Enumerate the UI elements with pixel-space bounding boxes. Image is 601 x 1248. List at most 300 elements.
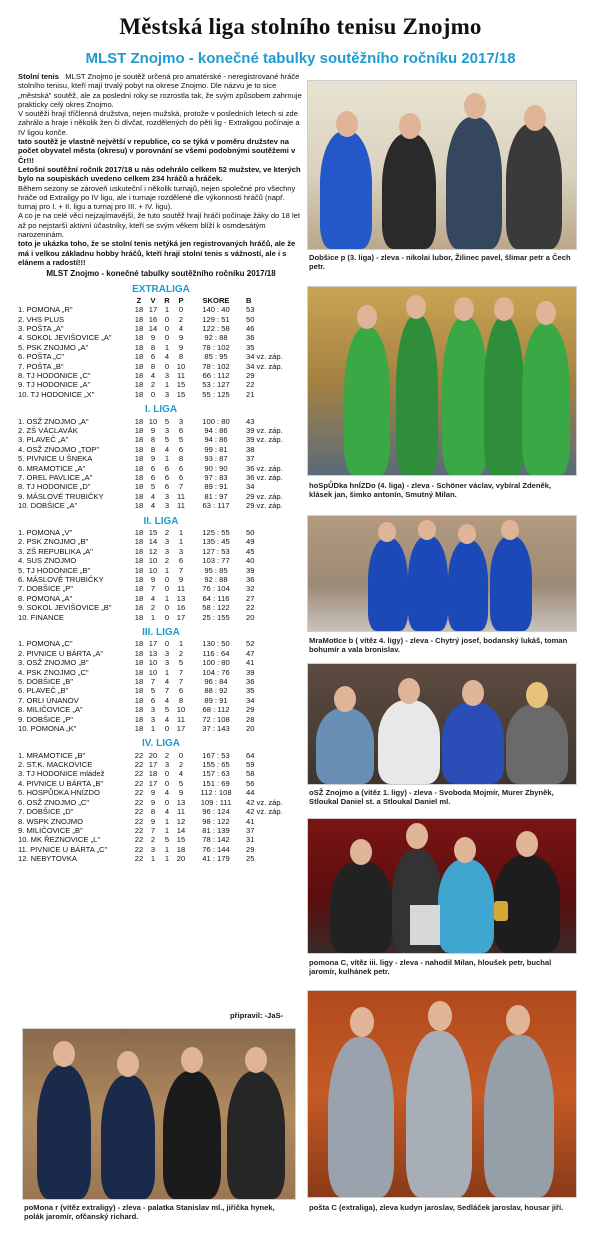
draws-cell: 4 bbox=[164, 714, 170, 724]
points-cell: 20 bbox=[246, 612, 255, 622]
losses-cell: 7 bbox=[178, 676, 184, 686]
league-name: I. LIGA bbox=[144, 404, 178, 416]
table-row bbox=[18, 613, 294, 622]
draws-cell: 0 bbox=[164, 324, 170, 334]
caption-hospudka-hnizdo: hoSpŮDka hnÍZDo (4. liga) - zleva - Schöner václav, vybíral Zdeněk, klásek jan, šimko antonín, Smutný Milan. bbox=[309, 481, 552, 500]
matches-cell: 18 bbox=[134, 380, 144, 390]
matches-cell: 18 bbox=[134, 342, 144, 352]
score-cell: 41 : 179 bbox=[202, 854, 230, 864]
league-table bbox=[18, 285, 304, 400]
losses-cell: 1 bbox=[178, 537, 184, 547]
table-row bbox=[18, 537, 294, 546]
photo-posta-c bbox=[307, 990, 577, 1198]
points-cell: 41 bbox=[246, 658, 255, 668]
losses-cell: 5 bbox=[178, 658, 184, 668]
points-cell: 22 bbox=[246, 603, 255, 613]
draws-cell: 0 bbox=[164, 778, 170, 788]
losses-cell: 11 bbox=[177, 714, 185, 724]
score-cell: 151 : 69 bbox=[202, 778, 230, 788]
wins-cell: 3 bbox=[150, 844, 156, 854]
points-cell: 45 bbox=[246, 546, 255, 556]
draws-cell: 0 bbox=[164, 612, 170, 622]
score-cell: 92 : 88 bbox=[204, 333, 228, 343]
draws-cell: 3 bbox=[164, 760, 170, 770]
team-name-cell: 1. POMONA „C" bbox=[18, 639, 73, 649]
draws-cell: 6 bbox=[164, 463, 170, 473]
team-name-cell: 2. ZŠ VÁCLAVÁK bbox=[18, 426, 78, 435]
wins-cell: 20 bbox=[148, 750, 158, 760]
team-name-cell: 8. MILIČOVICE „A" bbox=[18, 705, 83, 715]
score-cell: 94 : 86 bbox=[204, 426, 228, 435]
matches-cell: 18 bbox=[134, 705, 144, 715]
score-cell: 93 : 87 bbox=[204, 454, 228, 464]
column-header: Z bbox=[136, 295, 142, 305]
points-cell: 36 vz. záp. bbox=[246, 473, 283, 483]
score-cell: 76 : 104 bbox=[202, 584, 230, 594]
table-row bbox=[18, 454, 294, 463]
losses-cell: 9 bbox=[178, 342, 184, 352]
draws-cell: 1 bbox=[164, 305, 170, 315]
points-cell: 58 bbox=[246, 769, 255, 779]
points-cell: 41 bbox=[246, 816, 255, 826]
score-cell: 72 : 108 bbox=[202, 714, 230, 724]
photo-dobsice-p bbox=[307, 80, 577, 250]
standings-table bbox=[18, 751, 294, 864]
losses-cell: 6 bbox=[178, 426, 184, 435]
intro-paragraph-5: Během sezony se zároveň uskuteční i několik turnajů, nejen společné pro všechny hráče od Extraligy po IV ligu, ale i turnaje rozdělené dle výkonnosti hráčů (např. turnaj pro I. + II. ligu a turnaj pro III. + IV. ligu). bbox=[18, 183, 296, 212]
draws-cell: 3 bbox=[164, 648, 170, 658]
team-name-cell: 3. ZŠ REPUBLIKA „A" bbox=[18, 546, 93, 556]
team-name-cell: 1. MRAMOTICE „B" bbox=[18, 750, 86, 760]
draws-cell: 4 bbox=[164, 695, 170, 705]
wins-cell: 6 bbox=[150, 473, 156, 483]
score-cell: 90 : 90 bbox=[204, 463, 228, 473]
team-name-cell: 10. POMONA „K" bbox=[18, 723, 77, 733]
table-row bbox=[18, 788, 294, 797]
table-row bbox=[18, 501, 294, 510]
matches-cell: 18 bbox=[134, 435, 144, 445]
draws-cell: 0 bbox=[164, 797, 170, 807]
losses-cell: 9 bbox=[178, 333, 184, 343]
team-name-cell: 7. ORLI ÚNANOV bbox=[18, 695, 79, 705]
matches-cell: 18 bbox=[134, 574, 144, 584]
draws-cell: 1 bbox=[164, 854, 170, 864]
team-name-cell: 3. POŠTA „A" bbox=[18, 324, 64, 334]
table-row bbox=[18, 528, 294, 537]
team-name-cell: 10. FINANCE bbox=[18, 612, 64, 622]
wins-cell: 6 bbox=[150, 463, 156, 473]
score-cell: 89 : 91 bbox=[204, 482, 228, 492]
team-name-cell: 7. DOBŠICE „P" bbox=[18, 584, 74, 594]
draws-cell: 0 bbox=[164, 603, 170, 613]
score-cell: 167 : 53 bbox=[202, 750, 230, 760]
team-name-cell: 9. SOKOL JEVIŠOVICE „B" bbox=[18, 603, 112, 613]
score-cell: 92 : 88 bbox=[204, 574, 228, 584]
table-row bbox=[18, 668, 294, 677]
matches-cell: 18 bbox=[134, 714, 144, 724]
caption-dobsice-p: Dobšice p (3. liga) - zleva - nikolai lubor, Žilinec pavel, šlimar petr a Čech petr. bbox=[309, 253, 571, 272]
table-row bbox=[18, 492, 294, 501]
wins-cell: 8 bbox=[150, 444, 156, 454]
score-cell: 98 : 122 bbox=[202, 816, 230, 826]
team-name-cell: 2. PIVNICE U BÁRTA „A" bbox=[18, 648, 104, 658]
table-header-row bbox=[18, 296, 294, 305]
wins-cell: 8 bbox=[150, 361, 156, 371]
draws-cell: 0 bbox=[164, 639, 170, 649]
score-cell: 78 : 102 bbox=[202, 342, 230, 352]
score-cell: 96 : 84 bbox=[204, 676, 228, 686]
table-row bbox=[18, 835, 294, 844]
league-name: EXTRALIGA bbox=[132, 283, 190, 295]
points-cell: 29 vz. záp. bbox=[246, 491, 283, 501]
points-cell: 34 vz. záp. bbox=[246, 352, 283, 362]
table-row bbox=[18, 371, 294, 380]
matches-cell: 18 bbox=[134, 676, 144, 686]
table-row bbox=[18, 715, 294, 724]
losses-cell: 3 bbox=[178, 416, 184, 426]
draws-cell: 1 bbox=[164, 380, 170, 390]
table-row bbox=[18, 658, 294, 667]
wins-cell: 7 bbox=[150, 584, 156, 594]
losses-cell: 13 bbox=[176, 797, 186, 807]
table-row bbox=[18, 769, 294, 778]
league-table bbox=[18, 739, 304, 863]
table-row bbox=[18, 649, 294, 658]
draws-cell: 2 bbox=[164, 556, 170, 566]
losses-cell: 11 bbox=[177, 501, 185, 511]
matches-cell: 18 bbox=[134, 527, 144, 537]
points-cell: 34 bbox=[246, 695, 255, 705]
losses-cell: 16 bbox=[176, 603, 186, 613]
points-cell: 42 vz. záp. bbox=[246, 797, 283, 807]
wins-cell: 5 bbox=[150, 482, 156, 492]
points-cell: 35 bbox=[246, 686, 255, 696]
draws-cell: 5 bbox=[164, 705, 170, 715]
points-cell: 36 bbox=[246, 574, 255, 584]
table-row bbox=[18, 305, 294, 314]
team-name-cell: 3. OSŽ ZNOJMO „B" bbox=[18, 658, 89, 668]
losses-cell: 5 bbox=[178, 778, 184, 788]
score-cell: 63 : 117 bbox=[202, 501, 230, 511]
wins-cell: 16 bbox=[148, 314, 158, 324]
points-cell: 36 bbox=[246, 676, 255, 686]
points-cell: 43 bbox=[246, 416, 255, 426]
matches-cell: 18 bbox=[134, 686, 144, 696]
losses-cell: 11 bbox=[177, 807, 185, 817]
score-cell: 125 : 55 bbox=[202, 527, 230, 537]
table-row bbox=[18, 696, 294, 705]
draws-cell: 6 bbox=[164, 482, 170, 492]
points-cell: 44 bbox=[246, 788, 255, 798]
intro-paragraph-6: A co je na celé věci nejzajímavější, že tuto soutěž hrají hráči počínaje žáky do 18 let až po nejstarší aktivní účastníky, kteří se svým věkem blíží k osmdesátým narozeninám. bbox=[18, 211, 300, 240]
wins-cell: 9 bbox=[150, 788, 156, 798]
losses-cell: 13 bbox=[176, 593, 186, 603]
score-cell: 88 : 92 bbox=[204, 686, 228, 696]
wins-cell: 13 bbox=[148, 648, 158, 658]
standings-table bbox=[18, 528, 294, 622]
matches-cell: 18 bbox=[134, 314, 144, 324]
wins-cell: 8 bbox=[150, 435, 156, 445]
score-cell: 58 : 122 bbox=[202, 603, 230, 613]
points-cell: 34 vz. záp. bbox=[246, 361, 283, 371]
points-cell: 35 bbox=[246, 342, 255, 352]
team-name-cell: 9. MÁSLOVÉ TRUBIČKY bbox=[18, 491, 104, 501]
table-row bbox=[18, 575, 294, 584]
score-cell: 122 : 58 bbox=[202, 324, 230, 334]
losses-cell: 5 bbox=[178, 435, 184, 445]
team-name-cell: 2. PSK ZNOJMO „B" bbox=[18, 537, 89, 547]
score-cell: 104 : 76 bbox=[202, 667, 230, 677]
matches-cell: 22 bbox=[134, 807, 144, 817]
table-row bbox=[18, 817, 294, 826]
score-cell: 96 : 124 bbox=[202, 807, 230, 817]
points-cell: 52 bbox=[246, 639, 255, 649]
matches-cell: 18 bbox=[134, 473, 144, 483]
column-header: V bbox=[150, 295, 156, 305]
draws-cell: 6 bbox=[164, 473, 170, 483]
table-row bbox=[18, 566, 294, 575]
matches-cell: 18 bbox=[134, 546, 144, 556]
wins-cell: 15 bbox=[148, 527, 158, 537]
matches-cell: 18 bbox=[134, 389, 144, 399]
team-name-cell: 5. PSK ZNOJMO „A" bbox=[18, 342, 89, 352]
matches-cell: 18 bbox=[134, 361, 144, 371]
points-cell: 50 bbox=[246, 527, 255, 537]
losses-cell: 2 bbox=[178, 648, 184, 658]
points-cell: 47 bbox=[246, 648, 255, 658]
score-cell: 116 : 64 bbox=[202, 648, 230, 658]
score-cell: 89 : 91 bbox=[204, 695, 228, 705]
matches-cell: 22 bbox=[134, 760, 144, 770]
matches-cell: 18 bbox=[134, 603, 144, 613]
matches-cell: 18 bbox=[134, 723, 144, 733]
league-table bbox=[18, 517, 304, 622]
team-name-cell: 5. HOSPŮDKA HNÍZDO bbox=[18, 788, 100, 798]
losses-cell: 6 bbox=[178, 473, 184, 483]
score-cell: 97 : 83 bbox=[204, 473, 228, 483]
draws-cell: 4 bbox=[164, 444, 170, 454]
table-row bbox=[18, 362, 294, 371]
score-cell: 53 : 127 bbox=[202, 380, 230, 390]
losses-cell: 6 bbox=[178, 444, 184, 454]
draws-cell: 0 bbox=[164, 333, 170, 343]
league-table bbox=[18, 628, 304, 733]
losses-cell: 3 bbox=[178, 546, 184, 556]
matches-cell: 18 bbox=[134, 352, 144, 362]
article-column bbox=[18, 72, 304, 864]
wins-cell: 8 bbox=[150, 807, 156, 817]
tables-heading: MLST Znojmo - konečné tabulky soutěžního ročníku 2017/18 bbox=[46, 269, 276, 279]
draws-cell: 3 bbox=[164, 501, 170, 511]
table-row bbox=[18, 639, 294, 648]
draws-cell: 1 bbox=[164, 667, 170, 677]
wins-cell: 14 bbox=[148, 324, 158, 334]
points-cell: 20 bbox=[246, 723, 255, 733]
team-name-cell: 9. MILIČOVICE „B" bbox=[18, 825, 83, 835]
losses-cell: 17 bbox=[176, 612, 186, 622]
table-row bbox=[18, 473, 294, 482]
wins-cell: 9 bbox=[150, 574, 156, 584]
table-row bbox=[18, 677, 294, 686]
team-name-cell: 6. OSŽ ZNOJMO „C" bbox=[18, 797, 90, 807]
photo-pomona-r bbox=[22, 1028, 296, 1200]
points-cell: 29 bbox=[246, 844, 255, 854]
wins-cell: 10 bbox=[148, 416, 158, 426]
matches-cell: 18 bbox=[134, 648, 144, 658]
standings-table bbox=[18, 417, 294, 511]
draws-cell: 5 bbox=[164, 435, 170, 445]
matches-cell: 18 bbox=[134, 501, 144, 511]
losses-cell: 1 bbox=[178, 639, 184, 649]
score-cell: 130 : 50 bbox=[202, 639, 230, 649]
points-cell: 27 bbox=[246, 593, 255, 603]
score-cell: 127 : 53 bbox=[202, 546, 230, 556]
draws-cell: 1 bbox=[164, 565, 170, 575]
team-name-cell: 6. MRAMOTICE „A" bbox=[18, 463, 86, 473]
draws-cell: 5 bbox=[164, 835, 170, 845]
matches-cell: 18 bbox=[134, 556, 144, 566]
wins-cell: 6 bbox=[150, 352, 156, 362]
draws-cell: 7 bbox=[164, 686, 170, 696]
caption-mramotice-b: MraMotIce b ( vítěz 4. ligy) - zleva - Chytrý josef, bodanský lukáš, toman bohumír a vala bronislav. bbox=[309, 636, 568, 655]
losses-cell: 8 bbox=[178, 695, 184, 705]
score-cell: 109 : 111 bbox=[200, 797, 232, 807]
draws-cell: 0 bbox=[164, 361, 170, 371]
table-row bbox=[18, 826, 294, 835]
table-row bbox=[18, 686, 294, 695]
team-name-cell: 1. POMONA „V" bbox=[18, 527, 73, 537]
wins-cell: 10 bbox=[148, 565, 158, 575]
table-row bbox=[18, 594, 294, 603]
table-row bbox=[18, 854, 294, 863]
matches-cell: 18 bbox=[134, 444, 144, 454]
wins-cell: 1 bbox=[150, 854, 156, 864]
wins-cell: 9 bbox=[150, 333, 156, 343]
matches-cell: 18 bbox=[134, 371, 144, 381]
wins-cell: 2 bbox=[150, 603, 156, 613]
points-cell: 38 bbox=[246, 444, 255, 454]
draws-cell: 0 bbox=[164, 314, 170, 324]
score-cell: 100 : 80 bbox=[202, 658, 230, 668]
losses-cell: 4 bbox=[178, 324, 184, 334]
matches-cell: 22 bbox=[134, 835, 144, 845]
table-row bbox=[18, 724, 294, 733]
wins-cell: 10 bbox=[148, 667, 158, 677]
draws-cell: 3 bbox=[164, 546, 170, 556]
table-row bbox=[18, 315, 294, 324]
score-cell: 76 : 144 bbox=[202, 844, 230, 854]
table-row bbox=[18, 798, 294, 807]
team-name-cell: 10. MK ŘEZNOVICE „L" bbox=[18, 835, 101, 845]
score-cell: 81 : 97 bbox=[204, 491, 228, 501]
score-cell: 64 : 116 bbox=[202, 593, 230, 603]
matches-cell: 18 bbox=[134, 639, 144, 649]
draws-cell: 3 bbox=[164, 658, 170, 668]
matches-cell: 18 bbox=[134, 426, 144, 435]
draws-cell: 3 bbox=[164, 491, 170, 501]
losses-cell: 7 bbox=[178, 667, 184, 677]
intro-lead: Stolní tenis bbox=[18, 72, 59, 81]
score-cell: 100 : 80 bbox=[202, 416, 230, 426]
score-cell: 129 : 51 bbox=[202, 314, 230, 324]
team-name-cell: 5. PIVNICE U ŠNEKA bbox=[18, 454, 93, 464]
points-cell: 22 bbox=[246, 380, 255, 390]
losses-cell: 2 bbox=[178, 760, 184, 770]
wins-cell: 9 bbox=[150, 426, 156, 435]
intro-paragraph-7: toto je ukázka toho, že se stolní tenis netýká jen registrovaných hráčů, ale že má i velkou základnu hobby hráčů, kteří hrají stolní tenis s vážností, ale i s elánem a radostí!!! bbox=[18, 239, 296, 267]
matches-cell: 18 bbox=[134, 537, 144, 547]
losses-cell: 0 bbox=[178, 750, 184, 760]
score-cell: 55 : 125 bbox=[202, 389, 230, 399]
wins-cell: 17 bbox=[148, 639, 158, 649]
wins-cell: 2 bbox=[150, 380, 156, 390]
draws-cell: 1 bbox=[164, 454, 170, 464]
points-cell: 46 bbox=[246, 324, 255, 334]
score-cell: 25 : 155 bbox=[202, 612, 230, 622]
team-name-cell: 4. PIVNICE U BÁRTA „B" bbox=[18, 778, 104, 788]
wins-cell: 10 bbox=[148, 556, 158, 566]
team-name-cell: 10. DOBŠICE „A" bbox=[18, 501, 78, 511]
team-name-cell: 8. TJ HODONICE „C" bbox=[18, 371, 91, 381]
matches-cell: 22 bbox=[134, 797, 144, 807]
losses-cell: 9 bbox=[178, 788, 184, 798]
wins-cell: 9 bbox=[150, 797, 156, 807]
draws-cell: 1 bbox=[164, 825, 170, 835]
points-cell: 25 bbox=[246, 854, 255, 864]
wins-cell: 7 bbox=[150, 676, 156, 686]
caption-posta-c: pošta C (extraliga), zleva kudyn jaroslav, Sedláček jaroslav, housar jiří. bbox=[309, 1203, 564, 1212]
points-cell: 29 vz. záp. bbox=[246, 501, 283, 511]
matches-cell: 22 bbox=[134, 769, 144, 779]
draws-cell: 2 bbox=[164, 527, 170, 537]
matches-cell: 18 bbox=[134, 584, 144, 594]
losses-cell: 20 bbox=[176, 854, 186, 864]
table-row bbox=[18, 705, 294, 714]
matches-cell: 18 bbox=[134, 593, 144, 603]
wins-cell: 9 bbox=[150, 816, 156, 826]
draws-cell: 1 bbox=[164, 342, 170, 352]
draws-cell: 4 bbox=[164, 788, 170, 798]
wins-cell: 17 bbox=[148, 305, 158, 315]
matches-cell: 18 bbox=[134, 565, 144, 575]
draws-cell: 0 bbox=[164, 574, 170, 584]
score-cell: 103 : 77 bbox=[202, 556, 230, 566]
standings-table bbox=[18, 639, 294, 733]
score-cell: 85 : 95 bbox=[204, 352, 228, 362]
draws-cell: 3 bbox=[164, 426, 170, 435]
points-cell: 39 bbox=[246, 565, 255, 575]
matches-cell: 22 bbox=[134, 750, 144, 760]
team-name-cell: 12. NEBYTOVKA bbox=[18, 854, 77, 864]
draws-cell: 1 bbox=[164, 844, 170, 854]
team-name-cell: 3. TJ HODONICE mládež bbox=[18, 769, 105, 779]
wins-cell: 3 bbox=[150, 714, 156, 724]
losses-cell: 4 bbox=[178, 769, 184, 779]
wins-cell: 17 bbox=[148, 760, 158, 770]
table-row bbox=[18, 445, 294, 454]
matches-cell: 22 bbox=[134, 844, 144, 854]
score-cell: 68 : 112 bbox=[202, 705, 230, 715]
losses-cell: 15 bbox=[176, 835, 186, 845]
points-cell: 42 vz. záp. bbox=[246, 807, 283, 817]
draws-cell: 4 bbox=[164, 352, 170, 362]
table-row bbox=[18, 482, 294, 491]
team-name-cell: 11. PIVNICE U BÁRTA „C" bbox=[18, 844, 108, 854]
losses-cell: 8 bbox=[178, 352, 184, 362]
wins-cell: 8 bbox=[150, 342, 156, 352]
points-cell: 39 bbox=[246, 667, 255, 677]
wins-cell: 10 bbox=[148, 658, 158, 668]
